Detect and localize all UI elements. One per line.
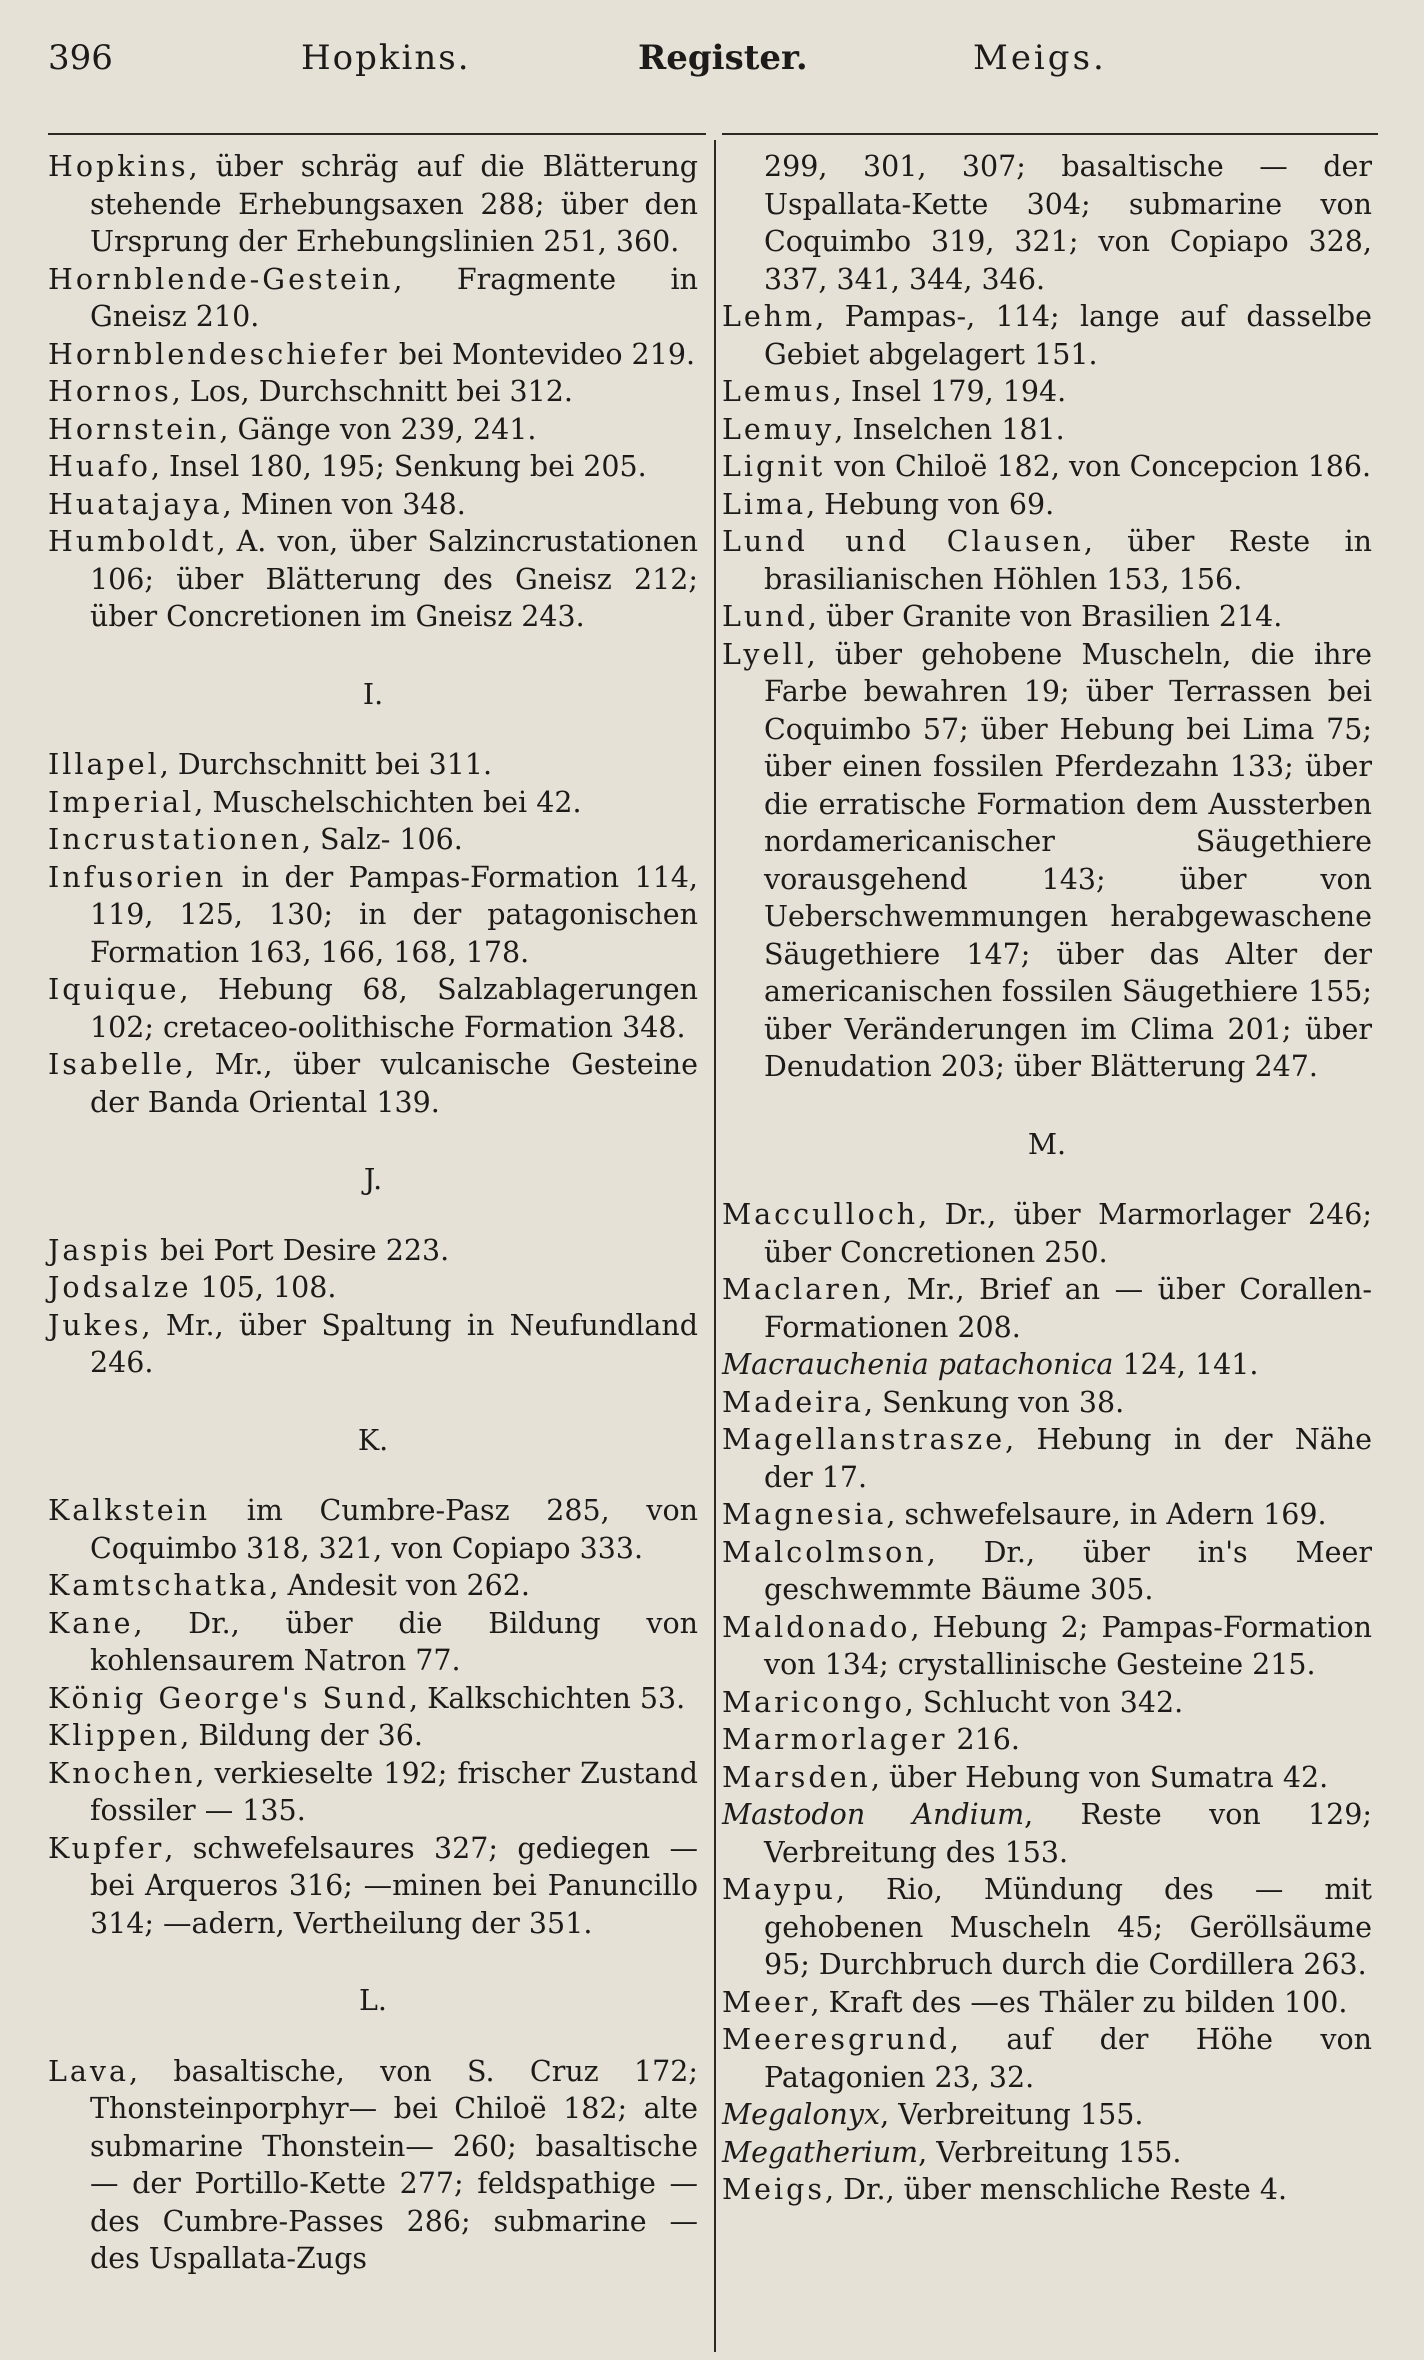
entry-text: , Dr., über Marmorlager 246; über Concretionen 250. xyxy=(764,1198,1372,1269)
index-entry xyxy=(722,298,1372,373)
entry-text: , Reste von 129; Verbreitung des 153. xyxy=(764,1798,1373,1869)
index-entry xyxy=(722,373,1372,411)
index-entry xyxy=(722,148,1372,298)
entry-text: , Dr., über in's Meer geschwemmte Bäume 305. xyxy=(764,1535,1372,1606)
entry-headword: Lehm xyxy=(722,300,816,333)
section-letter: L. xyxy=(359,1984,387,2017)
entry-headword: Lund xyxy=(722,600,808,633)
entry-headword: Hopkins xyxy=(48,150,189,183)
entry-headword: Lemuy xyxy=(722,412,835,446)
section-letter: K. xyxy=(357,1423,389,1457)
entry-headword: Megalonyx xyxy=(722,2098,881,2131)
entry-text: , Kalkschichten 53. xyxy=(408,1681,686,1715)
index-entry xyxy=(48,1605,698,1680)
entry-text: , Los, Durchschnitt bei 312. xyxy=(171,375,573,408)
index-entry xyxy=(722,1984,1372,2022)
entry-headword: Macculloch xyxy=(722,1198,919,1231)
entry-text: , Muschelschichten bei 42. xyxy=(194,785,582,819)
entry-headword: Marmorlager xyxy=(722,1723,948,1756)
index-entry xyxy=(48,148,698,261)
header-left-term: Hopkins. xyxy=(301,38,471,78)
entry-text: , Pampas-, 114; lange auf dasselbe Gebiet abgelagert 151. xyxy=(764,300,1372,371)
entry-headword: Marsden xyxy=(722,1760,871,1794)
entry-text: , Inselchen 181. xyxy=(834,412,1065,446)
entry-headword: Knochen xyxy=(48,1756,196,1790)
index-entry xyxy=(722,1196,1372,1271)
entry-text: , Kraft des —es Thäler zu bilden 100. xyxy=(810,1985,1348,2019)
entry-text: , Mr., über Spaltung in Neufundland 246. xyxy=(90,1308,698,1379)
entry-headword: Lyell xyxy=(722,637,807,671)
index-entry xyxy=(48,448,698,486)
index-entry xyxy=(48,1269,698,1307)
index-entry xyxy=(722,636,1372,1086)
entry-headword: Mastodon Andium xyxy=(722,1798,1025,1831)
index-entry xyxy=(722,1271,1372,1346)
entry-headword: Maclaren xyxy=(722,1273,884,1306)
entry-text: , über gehobene Muscheln, die ihre Farbe bewahren 19; über Terrassen bei Coquimbo 57; über Hebung bei Lima 75; über einen fossilen Pferdezahn 133; über die erratische Formation dem Aussterben nordamericanischer Säugethiere vorausgehend 143; über von Ueberschwemmungen herabgewaschene Säugethiere 147; über das Alter der americanischen fossilen Säugethiere 155; über Veränderungen im Clima 201; über Denudation 203; über Blätterung 247. xyxy=(764,637,1372,1083)
entry-headword: Humboldt xyxy=(48,525,217,558)
index-entry xyxy=(48,1232,698,1270)
index-entry xyxy=(48,1717,698,1755)
entry-text: bei Montevideo 219. xyxy=(389,337,696,371)
entry-headword: Meer xyxy=(722,1985,811,2019)
entry-headword: Kupfer xyxy=(48,1831,165,1865)
entry-text: , Insel 180, 195; Senkung bei 205. xyxy=(150,450,647,483)
column-divider xyxy=(714,140,716,2352)
index-entry xyxy=(722,1346,1372,1384)
entry-headword: Lignit xyxy=(722,450,826,483)
index-entry xyxy=(48,1680,698,1718)
entry-headword: Iquique xyxy=(48,973,180,1006)
entry-text: 105, 108. xyxy=(191,1271,337,1304)
index-entry xyxy=(48,859,698,972)
entry-headword: Maypu xyxy=(722,1873,836,1906)
top-rule-left xyxy=(48,133,706,135)
running-header xyxy=(48,38,1368,88)
header-title: Register. xyxy=(638,38,808,78)
entry-headword: Lava xyxy=(48,2054,130,2088)
entry-text: , Verbreitung 155. xyxy=(918,2135,1182,2169)
entry-text: 299, 301, 307; basaltische — der Uspallata-Kette 304; submarine von Coquimbo 319, 321; von Copiapo 328, 337, 341, 344, 346. xyxy=(764,150,1372,296)
index-entry xyxy=(48,486,698,524)
section-letter: M. xyxy=(1027,1127,1067,1161)
entry-headword: Klippen xyxy=(48,1719,181,1752)
entry-text: 216. xyxy=(947,1723,1020,1756)
index-column-right xyxy=(722,148,1372,2209)
entry-text: , über schräg auf die Blätterung stehende Erhebungsaxen 288; über den Ursprung der Erhebungslinien 251, 360. xyxy=(90,150,698,258)
entry-headword: Hornblendeschiefer xyxy=(48,337,390,371)
index-entry xyxy=(722,1796,1372,1871)
index-entry xyxy=(722,2134,1372,2172)
entry-headword: Maricongo xyxy=(722,1685,905,1719)
entry-text: , auf der Höhe von Patagonien 23, 32. xyxy=(764,2023,1372,2094)
index-entry xyxy=(722,1496,1372,1534)
entry-headword: Megatherium xyxy=(722,2135,919,2169)
entry-headword: Jaspis xyxy=(48,1233,152,1267)
entry-text: , über Reste in brasilianischen Höhlen 153, 156. xyxy=(764,525,1372,596)
entry-headword: Meeresgrund xyxy=(722,2023,950,2056)
entry-text: 124, 141. xyxy=(1113,1348,1259,1381)
entry-text: , Senkung von 38. xyxy=(864,1385,1125,1419)
index-entry xyxy=(722,2021,1372,2096)
entry-headword: Huatajaya xyxy=(48,487,223,521)
index-entry xyxy=(48,1307,698,1382)
entry-text: bei Port Desire 223. xyxy=(151,1233,450,1267)
index-entry xyxy=(722,486,1372,524)
entry-text: , Hebung von 69. xyxy=(806,487,1055,521)
entry-headword: Malcolmson xyxy=(722,1535,927,1569)
entry-text: , Verbreitung 155. xyxy=(880,2098,1144,2131)
index-entry xyxy=(48,1755,698,1830)
index-column-left xyxy=(48,148,698,2278)
entry-text: , Hebung 2; Pampas-Formation von 134; crystallinische Gesteine 215. xyxy=(764,1610,1372,1681)
entry-text: , Schlucht von 342. xyxy=(904,1685,1184,1719)
entry-text: , Rio, Mündung des — mit gehobenen Muscheln 45; Geröllsäume 95; Durchbruch durch die Cordillera 263. xyxy=(764,1873,1372,1981)
entry-headword: Hornstein xyxy=(48,412,220,446)
entry-text: , Andesit von 262. xyxy=(269,1569,530,1602)
entry-text: , Minen von 348. xyxy=(222,487,466,521)
entry-text: von Chiloë 182, von Concepcion 186. xyxy=(825,450,1372,483)
entry-headword: Lemus xyxy=(722,375,833,408)
entry-text: , Dr., über die Bildung von kohlensaurem Natron 77. xyxy=(90,1606,698,1677)
entry-headword: Kane xyxy=(48,1606,134,1640)
entry-text: , schwefelsaure, in Adern 169. xyxy=(886,1498,1327,1531)
entry-text: , über Hebung von Sumatra 42. xyxy=(870,1760,1329,1794)
entry-text: , Mr., Brief an — über Corallen-Formationen 208. xyxy=(764,1273,1372,1344)
entry-headword: Jodsalze xyxy=(48,1271,192,1304)
index-entry xyxy=(48,336,698,374)
index-entry xyxy=(722,1421,1372,1496)
index-entry xyxy=(48,1830,698,1943)
index-entry xyxy=(722,1384,1372,1422)
entry-headword: Lima xyxy=(722,487,807,521)
index-entry xyxy=(48,971,698,1046)
entry-headword: Infusorien xyxy=(48,860,227,894)
entry-text: , schwefelsaures 327; gediegen — bei Arqueros 316; —minen bei Panuncillo 314; —adern, Vertheilung der 351. xyxy=(90,1831,698,1940)
entry-headword: Incrustationen xyxy=(48,823,302,856)
index-entry xyxy=(48,261,698,336)
entry-text: , Fragmente in Gneisz 210. xyxy=(90,262,698,333)
entry-headword: Hornos xyxy=(48,375,172,408)
index-entry xyxy=(48,784,698,822)
header-right-term: Meigs. xyxy=(973,38,1107,78)
index-entry xyxy=(722,1871,1372,1984)
index-entry xyxy=(722,598,1372,636)
entry-text: , basaltische, von S. Cruz 172; Thonsteinporphyr— bei Chiloë 182; alte submarine Thonstein— 260; basaltische — der Portillo-Kette 277; feldspathige — des Cumbre-Passes 286; submarine — des Uspallata-Zugs xyxy=(90,2054,698,2275)
entry-text: , Dr., über menschliche Reste 4. xyxy=(825,2173,1288,2206)
entry-headword: Magnesia xyxy=(722,1498,887,1531)
index-entry xyxy=(722,1609,1372,1684)
entry-text: , Bildung der 36. xyxy=(180,1719,423,1752)
entry-text: im Cumbre-Pasz 285, von Coquimbo 318, 321, von Copiapo 333. xyxy=(90,1494,698,1565)
entry-headword: Macrauchenia patachonica xyxy=(722,1348,1114,1381)
index-entry xyxy=(722,448,1372,486)
entry-headword: Kamtschatka xyxy=(48,1569,270,1602)
entry-headword: Lund und Clausen xyxy=(722,525,1084,558)
index-entry xyxy=(722,1534,1372,1609)
index-entry xyxy=(48,373,698,411)
entry-text: , Hebung in der Nähe der 17. xyxy=(764,1423,1372,1494)
index-entry xyxy=(48,2053,698,2278)
entry-text: , Mr., über vulcanische Gesteine der Banda Oriental 139. xyxy=(90,1048,698,1119)
entry-text: , Insel 179, 194. xyxy=(832,375,1067,408)
entry-text: , über Granite von Brasilien 214. xyxy=(807,600,1283,633)
index-entry xyxy=(722,523,1372,598)
index-entry xyxy=(48,746,698,784)
entry-text: , Hebung 68, Salzablagerungen 102; cretaceo-oolithische Formation 348. xyxy=(90,973,698,1044)
index-entry xyxy=(722,411,1372,449)
index-entry xyxy=(722,2171,1372,2209)
entry-text: , Gänge von 239, 241. xyxy=(219,412,537,446)
entry-text: , Durchschnitt bei 311. xyxy=(159,748,493,781)
page-number: 396 xyxy=(48,38,113,78)
entry-headword: Magellanstrasze xyxy=(722,1423,1006,1456)
section-letter: I. xyxy=(362,677,384,711)
index-entry xyxy=(722,2096,1372,2134)
entry-headword: Imperial xyxy=(48,785,195,819)
entry-headword: Maldonado xyxy=(722,1610,911,1644)
entry-text: in der Pampas-Formation 114, 119, 125, 130; in der patagonischen Formation 163, 166, 168, 178. xyxy=(90,860,698,969)
entry-headword: Isabelle xyxy=(48,1048,186,1081)
index-entry xyxy=(722,1759,1372,1797)
top-rule-right xyxy=(722,133,1378,135)
index-entry xyxy=(48,1046,698,1121)
index-entry xyxy=(722,1684,1372,1722)
section-letter: J. xyxy=(363,1163,383,1196)
entry-headword: Jukes xyxy=(48,1308,142,1342)
entry-headword: Huafo xyxy=(48,450,151,483)
entry-headword: Hornblende-Gestein xyxy=(48,262,394,296)
index-entry xyxy=(48,411,698,449)
entry-headword: Madeira xyxy=(722,1385,865,1419)
entry-text: , verkieselte 192; frischer Zustand fossiler — 135. xyxy=(90,1756,698,1827)
entry-headword: Meigs xyxy=(722,2173,826,2206)
entry-headword: Illapel xyxy=(48,748,160,781)
entry-text: , A. von, über Salzincrustationen 106; über Blätterung des Gneisz 212; über Concretionen im Gneisz 243. xyxy=(90,525,698,633)
entry-headword: König George's Sund xyxy=(48,1681,409,1715)
index-entry xyxy=(48,523,698,636)
index-entry xyxy=(48,821,698,859)
entry-text: , Salz- 106. xyxy=(301,823,463,856)
entry-headword: Kalkstein xyxy=(48,1494,211,1527)
index-entry xyxy=(722,1721,1372,1759)
index-entry xyxy=(48,1492,698,1567)
index-entry xyxy=(48,1567,698,1605)
